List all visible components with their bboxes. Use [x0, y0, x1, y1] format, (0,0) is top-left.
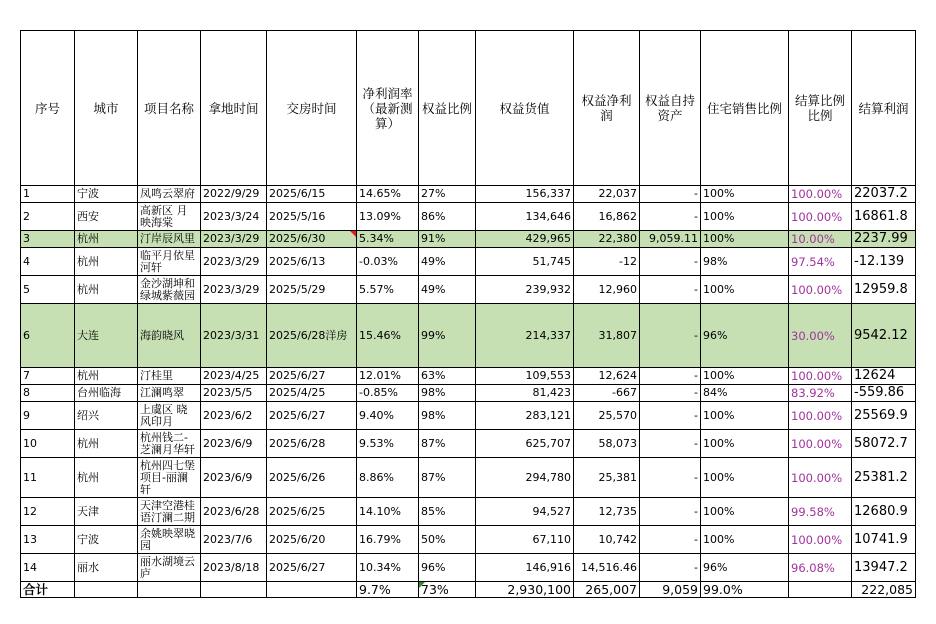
- cell-project-name[interactable]: 上虞区 晓风印月: [138, 402, 201, 430]
- cell-settle-ratio[interactable]: 100.00%: [789, 430, 852, 458]
- cell-settle-profit[interactable]: 12624: [852, 368, 916, 385]
- cell-equity-profit[interactable]: 12,735: [574, 498, 640, 526]
- header-cell[interactable]: 住宅销售比例: [701, 31, 789, 186]
- cell-sales-ratio[interactable]: 100%: [701, 498, 789, 526]
- total-self-held[interactable]: 9,059: [640, 582, 701, 598]
- cell-settle-ratio[interactable]: 10.00%: [789, 231, 852, 248]
- project-table: [20, 30, 916, 598]
- table-row: [21, 304, 916, 368]
- cell-self-held-assets[interactable]: -: [640, 304, 701, 368]
- cell-row-index[interactable]: 11: [21, 458, 75, 498]
- table-row: [21, 402, 916, 430]
- header-cell[interactable]: 结算利润: [852, 31, 916, 186]
- cell-equity-value[interactable]: 109,553: [476, 368, 574, 385]
- cell-equity-profit[interactable]: 10,742: [574, 526, 640, 554]
- total-cell-empty[interactable]: [201, 582, 267, 598]
- cell-city[interactable]: 杭州: [75, 368, 138, 385]
- cell-row-index[interactable]: 9: [21, 402, 75, 430]
- cell-equity-profit[interactable]: 58,073: [574, 430, 640, 458]
- table-row: [21, 430, 916, 458]
- cell-project-name[interactable]: 海韵晓风: [138, 304, 201, 368]
- cell-project-name[interactable]: 临平月依星河轩: [138, 248, 201, 276]
- cell-land-date[interactable]: 2023/6/28: [201, 498, 267, 526]
- cell-net-margin[interactable]: 10.34%: [357, 554, 419, 582]
- cell-equity-profit[interactable]: 25,570: [574, 402, 640, 430]
- cell-self-held-assets[interactable]: -: [640, 186, 701, 203]
- cell-net-margin[interactable]: 8.86%: [357, 458, 419, 498]
- cell-equity-value[interactable]: 294,780: [476, 458, 574, 498]
- header-cell[interactable]: 净利润率（最新测算）: [357, 31, 419, 186]
- cell-project-name[interactable]: 余姚映翠晓园: [138, 526, 201, 554]
- total-settle-profit[interactable]: 222,085: [852, 582, 916, 598]
- cell-land-date[interactable]: 2023/6/9: [201, 430, 267, 458]
- cell-settle-profit[interactable]: 9542.12: [852, 304, 916, 368]
- cell-net-margin[interactable]: 5.57%: [357, 276, 419, 304]
- cell-equity-ratio[interactable]: 86%: [419, 203, 476, 231]
- cell-equity-profit[interactable]: 22,380: [574, 231, 640, 248]
- header-cell[interactable]: 结算比例比例: [789, 31, 852, 186]
- cell-delivery-date[interactable]: 2025/6/15: [267, 186, 357, 203]
- cell-equity-profit[interactable]: 25,381: [574, 458, 640, 498]
- table-row: [21, 554, 916, 582]
- cell-row-index[interactable]: 10: [21, 430, 75, 458]
- cell-sales-ratio[interactable]: 100%: [701, 402, 789, 430]
- cell-land-date[interactable]: 2023/8/18: [201, 554, 267, 582]
- cell-land-date[interactable]: 2023/3/29: [201, 248, 267, 276]
- cell-equity-profit[interactable]: -12: [574, 248, 640, 276]
- cell-settle-profit[interactable]: 13947.2: [852, 554, 916, 582]
- cell-net-margin[interactable]: 16.79%: [357, 526, 419, 554]
- cell-equity-ratio[interactable]: 85%: [419, 498, 476, 526]
- cell-project-name[interactable]: 汀岸辰风里: [138, 231, 201, 248]
- cell-delivery-date[interactable]: 2025/6/25: [267, 498, 357, 526]
- header-cell[interactable]: 城市: [75, 31, 138, 186]
- cell-land-date[interactable]: 2023/3/31: [201, 304, 267, 368]
- cell-self-held-assets[interactable]: -: [640, 498, 701, 526]
- cell-settle-profit[interactable]: 58072.7: [852, 430, 916, 458]
- cell-delivery-date[interactable]: 2025/6/27: [267, 554, 357, 582]
- table-body: [21, 186, 916, 582]
- cell-equity-ratio[interactable]: 96%: [419, 554, 476, 582]
- table-row: [21, 276, 916, 304]
- table-row: [21, 203, 916, 231]
- cell-sales-ratio[interactable]: 84%: [701, 385, 789, 402]
- cell-land-date[interactable]: 2023/5/5: [201, 385, 267, 402]
- cell-city[interactable]: 丽水: [75, 554, 138, 582]
- cell-city[interactable]: 宁波: [75, 526, 138, 554]
- cell-net-margin[interactable]: 9.40%: [357, 402, 419, 430]
- cell-self-held-assets[interactable]: -: [640, 554, 701, 582]
- cell-equity-ratio[interactable]: 63%: [419, 368, 476, 385]
- cell-row-index[interactable]: 13: [21, 526, 75, 554]
- cell-equity-profit[interactable]: 16,862: [574, 203, 640, 231]
- cell-settle-ratio[interactable]: 99.58%: [789, 498, 852, 526]
- cell-delivery-date[interactable]: 2025/6/30: [267, 231, 357, 248]
- cell-settle-ratio[interactable]: 100.00%: [789, 368, 852, 385]
- cell-settle-ratio[interactable]: 83.92%: [789, 385, 852, 402]
- cell-land-date[interactable]: 2023/3/29: [201, 231, 267, 248]
- cell-delivery-date[interactable]: 2025/6/27: [267, 402, 357, 430]
- cell-city[interactable]: 杭州: [75, 458, 138, 498]
- cell-equity-ratio[interactable]: 49%: [419, 248, 476, 276]
- cell-sales-ratio[interactable]: 96%: [701, 304, 789, 368]
- cell-equity-ratio[interactable]: 27%: [419, 186, 476, 203]
- cell-self-held-assets[interactable]: -: [640, 385, 701, 402]
- total-equity-ratio[interactable]: 73%: [419, 582, 476, 598]
- cell-equity-value[interactable]: 67,110: [476, 526, 574, 554]
- cell-sales-ratio[interactable]: 100%: [701, 526, 789, 554]
- cell-net-margin[interactable]: 13.09%: [357, 203, 419, 231]
- cell-land-date[interactable]: 2023/4/25: [201, 368, 267, 385]
- header-cell[interactable]: 项目名称: [138, 31, 201, 186]
- total-cell-empty[interactable]: [789, 582, 852, 598]
- cell-sales-ratio[interactable]: 100%: [701, 430, 789, 458]
- cell-net-margin[interactable]: 9.53%: [357, 430, 419, 458]
- cell-equity-value[interactable]: 81,423: [476, 385, 574, 402]
- total-row: [21, 582, 916, 598]
- total-cell-empty[interactable]: [75, 582, 138, 598]
- cell-self-held-assets[interactable]: -: [640, 458, 701, 498]
- cell-sales-ratio[interactable]: 100%: [701, 368, 789, 385]
- cell-equity-ratio[interactable]: 87%: [419, 458, 476, 498]
- cell-sales-ratio[interactable]: 100%: [701, 186, 789, 203]
- cell-project-name[interactable]: 汀桂里: [138, 368, 201, 385]
- cell-equity-ratio[interactable]: 50%: [419, 526, 476, 554]
- cell-equity-ratio[interactable]: 49%: [419, 276, 476, 304]
- cell-project-name[interactable]: 杭州四七堡项目-丽澜轩: [138, 458, 201, 498]
- cell-land-date[interactable]: 2023/3/29: [201, 276, 267, 304]
- cell-settle-ratio[interactable]: 30.00%: [789, 304, 852, 368]
- cell-settle-profit[interactable]: 10741.9: [852, 526, 916, 554]
- cell-equity-profit[interactable]: 12,960: [574, 276, 640, 304]
- cell-equity-ratio[interactable]: 87%: [419, 430, 476, 458]
- cell-equity-value[interactable]: 283,121: [476, 402, 574, 430]
- header-cell[interactable]: 序号: [21, 31, 75, 186]
- cell-delivery-date[interactable]: 2025/6/28: [267, 430, 357, 458]
- cell-delivery-date[interactable]: 2025/5/29: [267, 276, 357, 304]
- cell-equity-value[interactable]: 146,916: [476, 554, 574, 582]
- cell-net-margin[interactable]: 14.65%: [357, 186, 419, 203]
- cell-equity-profit[interactable]: -667: [574, 385, 640, 402]
- cell-row-index[interactable]: 14: [21, 554, 75, 582]
- cell-settle-ratio[interactable]: 100.00%: [789, 526, 852, 554]
- cell-sales-ratio[interactable]: 100%: [701, 231, 789, 248]
- cell-net-margin[interactable]: 14.10%: [357, 498, 419, 526]
- cell-city[interactable]: 宁波: [75, 186, 138, 203]
- table-row: [21, 368, 916, 385]
- cell-row-index[interactable]: 8: [21, 385, 75, 402]
- cell-equity-value[interactable]: 214,337: [476, 304, 574, 368]
- total-label[interactable]: 合计: [21, 582, 75, 598]
- cell-city[interactable]: 杭州: [75, 430, 138, 458]
- cell-delivery-date[interactable]: 2025/5/16: [267, 203, 357, 231]
- cell-settle-ratio[interactable]: 96.08%: [789, 554, 852, 582]
- total-sales-ratio[interactable]: 99.0%: [701, 582, 789, 598]
- table-row: [21, 458, 916, 498]
- cell-equity-value[interactable]: 94,527: [476, 498, 574, 526]
- cell-net-margin[interactable]: 5.34%: [357, 231, 419, 248]
- cell-project-name[interactable]: 凤鸣云翠府: [138, 186, 201, 203]
- cell-sales-ratio[interactable]: 100%: [701, 276, 789, 304]
- cell-self-held-assets[interactable]: -: [640, 368, 701, 385]
- cell-equity-ratio[interactable]: 98%: [419, 385, 476, 402]
- cell-net-margin[interactable]: -0.03%: [357, 248, 419, 276]
- cell-net-margin[interactable]: -0.85%: [357, 385, 419, 402]
- cell-equity-profit[interactable]: 12,624: [574, 368, 640, 385]
- cell-settle-ratio[interactable]: 100.00%: [789, 402, 852, 430]
- cell-delivery-date[interactable]: 2025/6/20: [267, 526, 357, 554]
- cell-project-name[interactable]: 天津空港桂语汀澜二期: [138, 498, 201, 526]
- cell-equity-value[interactable]: 156,337: [476, 186, 574, 203]
- cell-settle-profit[interactable]: 16861.8: [852, 203, 916, 231]
- cell-equity-value[interactable]: 625,707: [476, 430, 574, 458]
- cell-city[interactable]: 台州临海: [75, 385, 138, 402]
- cell-self-held-assets[interactable]: 9,059.11: [640, 231, 701, 248]
- cell-row-index[interactable]: 4: [21, 248, 75, 276]
- cell-delivery-date[interactable]: 2025/6/26: [267, 458, 357, 498]
- cell-row-index[interactable]: 5: [21, 276, 75, 304]
- cell-self-held-assets[interactable]: -: [640, 248, 701, 276]
- cell-settle-profit[interactable]: 25569.9: [852, 402, 916, 430]
- cell-land-date[interactable]: 2023/6/2: [201, 402, 267, 430]
- cell-city[interactable]: 杭州: [75, 248, 138, 276]
- cell-equity-ratio[interactable]: 98%: [419, 402, 476, 430]
- cell-net-margin[interactable]: 15.46%: [357, 304, 419, 368]
- cell-city[interactable]: 绍兴: [75, 402, 138, 430]
- cell-self-held-assets[interactable]: -: [640, 402, 701, 430]
- cell-row-index[interactable]: 1: [21, 186, 75, 203]
- cell-settle-ratio[interactable]: 100.00%: [789, 276, 852, 304]
- cell-city[interactable]: 西安: [75, 203, 138, 231]
- cell-land-date[interactable]: 2023/6/9: [201, 458, 267, 498]
- cell-self-held-assets[interactable]: -: [640, 276, 701, 304]
- cell-settle-profit[interactable]: 2237.99: [852, 231, 916, 248]
- header-cell[interactable]: 权益比例: [419, 31, 476, 186]
- cell-project-name[interactable]: 杭州钱二-芝澜月华轩: [138, 430, 201, 458]
- cell-city[interactable]: 天津: [75, 498, 138, 526]
- cell-land-date[interactable]: 2023/3/24: [201, 203, 267, 231]
- table-row: [21, 498, 916, 526]
- cell-settle-ratio[interactable]: 100.00%: [789, 458, 852, 498]
- cell-self-held-assets[interactable]: -: [640, 526, 701, 554]
- cell-project-name[interactable]: 金沙湖坤和绿城紫薇园: [138, 276, 201, 304]
- header-cell[interactable]: 交房时间: [267, 31, 357, 186]
- total-net-margin[interactable]: 9.7%: [357, 582, 419, 598]
- cell-equity-ratio[interactable]: 99%: [419, 304, 476, 368]
- table-row: [21, 526, 916, 554]
- cell-delivery-date[interactable]: 2025/6/13: [267, 248, 357, 276]
- table-row: [21, 186, 916, 203]
- cell-sales-ratio[interactable]: 98%: [701, 248, 789, 276]
- cell-sales-ratio[interactable]: 100%: [701, 203, 789, 231]
- cell-project-name[interactable]: 高新区 月映海棠: [138, 203, 201, 231]
- cell-equity-profit[interactable]: 14,516.46: [574, 554, 640, 582]
- cell-settle-profit[interactable]: 22037.2: [852, 186, 916, 203]
- total-cell-empty[interactable]: [267, 582, 357, 598]
- cell-equity-ratio[interactable]: 91%: [419, 231, 476, 248]
- total-cell-empty[interactable]: [138, 582, 201, 598]
- total-equity-value[interactable]: 2,930,100: [476, 582, 574, 598]
- cell-settle-profit[interactable]: 12959.8: [852, 276, 916, 304]
- cell-row-index[interactable]: 3: [21, 231, 75, 248]
- cell-delivery-date[interactable]: 2025/6/27: [267, 368, 357, 385]
- table-row: [21, 231, 916, 248]
- cell-equity-value[interactable]: 51,745: [476, 248, 574, 276]
- header-cell[interactable]: 拿地时间: [201, 31, 267, 186]
- cell-equity-profit[interactable]: 22,037: [574, 186, 640, 203]
- cell-settle-profit[interactable]: -559.86: [852, 385, 916, 402]
- cell-self-held-assets[interactable]: -: [640, 430, 701, 458]
- cell-project-name[interactable]: 丽水湖境云庐: [138, 554, 201, 582]
- cell-row-index[interactable]: 2: [21, 203, 75, 231]
- header-row: [21, 31, 916, 186]
- cell-city[interactable]: 杭州: [75, 231, 138, 248]
- cell-delivery-date[interactable]: 2025/4/25: [267, 385, 357, 402]
- header-cell[interactable]: 权益货值: [476, 31, 574, 186]
- cell-settle-profit[interactable]: 12680.9: [852, 498, 916, 526]
- cell-row-index[interactable]: 7: [21, 368, 75, 385]
- cell-settle-profit[interactable]: 25381.2: [852, 458, 916, 498]
- cell-delivery-date[interactable]: 2025/6/28洋房: [267, 304, 357, 368]
- cell-settle-ratio[interactable]: 100.00%: [789, 186, 852, 203]
- cell-row-index[interactable]: 6: [21, 304, 75, 368]
- table-row: [21, 385, 916, 402]
- cell-row-index[interactable]: 12: [21, 498, 75, 526]
- cell-equity-profit[interactable]: 31,807: [574, 304, 640, 368]
- cell-equity-value[interactable]: 429,965: [476, 231, 574, 248]
- table-row: [21, 248, 916, 276]
- header-cell[interactable]: 权益净利润: [574, 31, 640, 186]
- cell-sales-ratio[interactable]: 100%: [701, 458, 789, 498]
- cell-city[interactable]: 大连: [75, 304, 138, 368]
- cell-land-date[interactable]: 2022/9/29: [201, 186, 267, 203]
- cell-equity-value[interactable]: 134,646: [476, 203, 574, 231]
- cell-sales-ratio[interactable]: 96%: [701, 554, 789, 582]
- cell-land-date[interactable]: 2023/7/6: [201, 526, 267, 554]
- cell-settle-profit[interactable]: -12.139: [852, 248, 916, 276]
- cell-self-held-assets[interactable]: -: [640, 203, 701, 231]
- cell-project-name[interactable]: 江澜鸣翠: [138, 385, 201, 402]
- cell-settle-ratio[interactable]: 100.00%: [789, 203, 852, 231]
- total-equity-profit[interactable]: 265,007: [574, 582, 640, 598]
- cell-city[interactable]: 杭州: [75, 276, 138, 304]
- cell-net-margin[interactable]: 12.01%: [357, 368, 419, 385]
- cell-settle-ratio[interactable]: 97.54%: [789, 248, 852, 276]
- cell-equity-value[interactable]: 239,932: [476, 276, 574, 304]
- header-cell[interactable]: 权益自持资产: [640, 31, 701, 186]
